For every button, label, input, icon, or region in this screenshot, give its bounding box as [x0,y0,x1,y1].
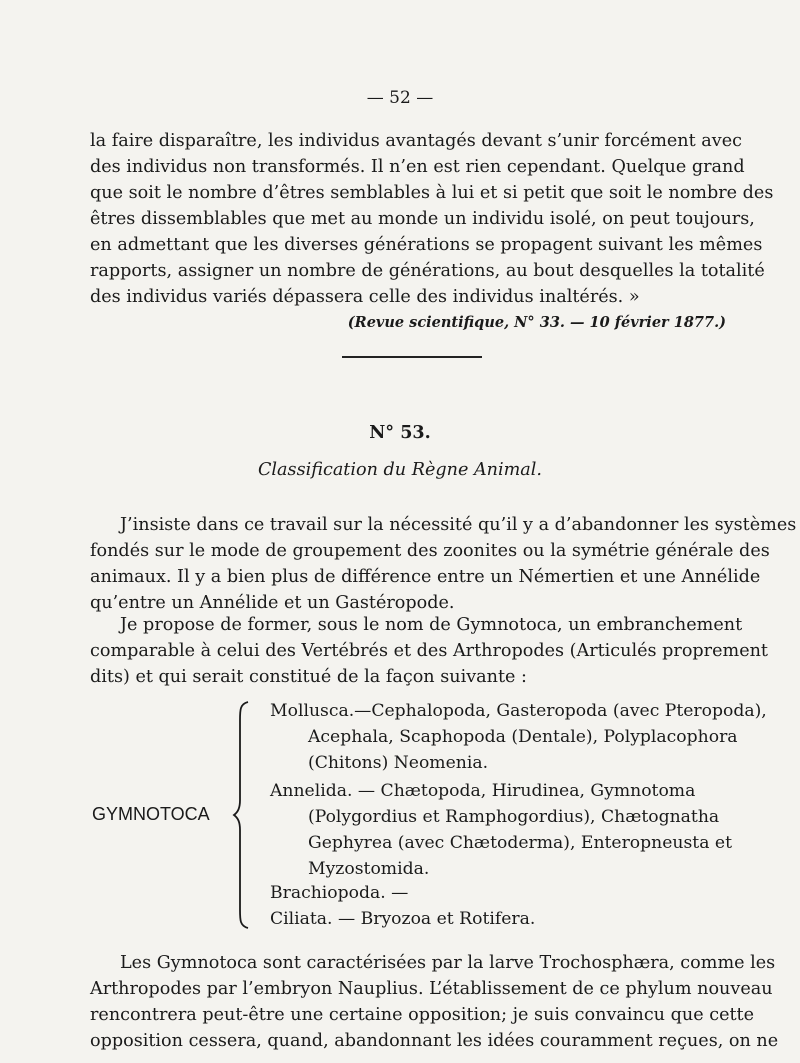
class-line: Acephala, Scaphopoda (Dentale), Polyplacophora [308,727,738,747]
class-ciliata [270,906,740,932]
class-line: (Chitons) Neomenia. [308,753,489,773]
paragraph-3 [90,612,769,690]
section-divider [342,356,482,358]
paragraph-1 [90,128,774,310]
text-line: animaux. Il y a bien plus de différence entre un Némertien et une Annélide [90,567,761,587]
text-line: des individus variés dépassera celle des individus inaltérés. » [90,287,640,307]
class-mollusca [270,698,767,776]
class-line: Gephyrea (avec Chætoderma), Enteropneusta et [308,833,732,853]
class-line: Mollusca.—Cephalopoda, Gasteropoda (avec Pteropoda), [270,701,767,721]
text-line: la faire disparaître, les individus avantagés devant s’unir forcément avec [90,131,742,151]
class-line: Ciliata. — Bryozoa et Rotifera. [270,909,536,929]
text-line: fondés sur le mode de groupement des zoonites ou la symétrie générale des [90,541,770,561]
section-title: Classification du Règne Animal. [257,460,543,480]
paragraph-2 [90,512,797,616]
text-line: que soit le nombre d’êtres semblables à lui et si petit que soit le nombre des [90,183,774,203]
text-line: opposition cessera, quand, abandonnant les idées couramment reçues, on ne [90,1031,779,1051]
page-number: — 52 — [366,88,434,108]
text-line: Arthropodes par l’embryon Nauplius. L’établissement de ce phylum nouveau [90,979,773,999]
text-line: des individus non transformés. Il n’en est rien cependant. Quelque grand [90,157,745,177]
text-line: qu’entre un Annélide et un Gastéropode. [90,593,455,613]
class-line: Myzostomida. [308,859,430,879]
class-line: (Polygordius et Ramphogordius), Chætognatha [308,807,720,827]
class-annelida [270,778,740,882]
citation: (Revue scientifique, N° 33. — 10 février 1877.) [347,314,726,331]
class-line: Brachiopoda. — [270,883,409,903]
section-number: N° 53. [369,422,431,443]
paragraph-4 [90,950,779,1054]
text-line: êtres dissemblables que met au monde un individu isolé, on peut toujours, [90,209,755,229]
text-line: rapports, assigner un nombre de générations, au bout desquelles la totalité [90,261,765,281]
text-line: en admettant que les diverses générations se propagent suivant les mêmes [90,235,763,255]
text-line: comparable à celui des Vertébrés et des Arthropodes (Articulés proprement [90,641,769,661]
class-line: Annelida. — Chætopoda, Hirudinea, Gymnotoma [270,781,696,801]
group-label: GYMNOTOCA [92,804,210,824]
class-brachiopoda [270,880,740,906]
text-line: Je propose de former, sous le nom de Gymnotoca, un embranchement [120,615,743,635]
text-line: dits) et qui serait constitué de la façon suivante : [90,667,527,687]
text-line: J’insiste dans ce travail sur la nécessité qu’il y a d’abandonner les systèmes [120,515,797,535]
text-line: Les Gymnotoca sont caractérisées par la larve Trochosphæra, comme les [120,953,776,973]
brace-icon [232,700,252,930]
text-line: rencontrera peut-être une certaine opposition; je suis convaincu que cette [90,1005,755,1025]
